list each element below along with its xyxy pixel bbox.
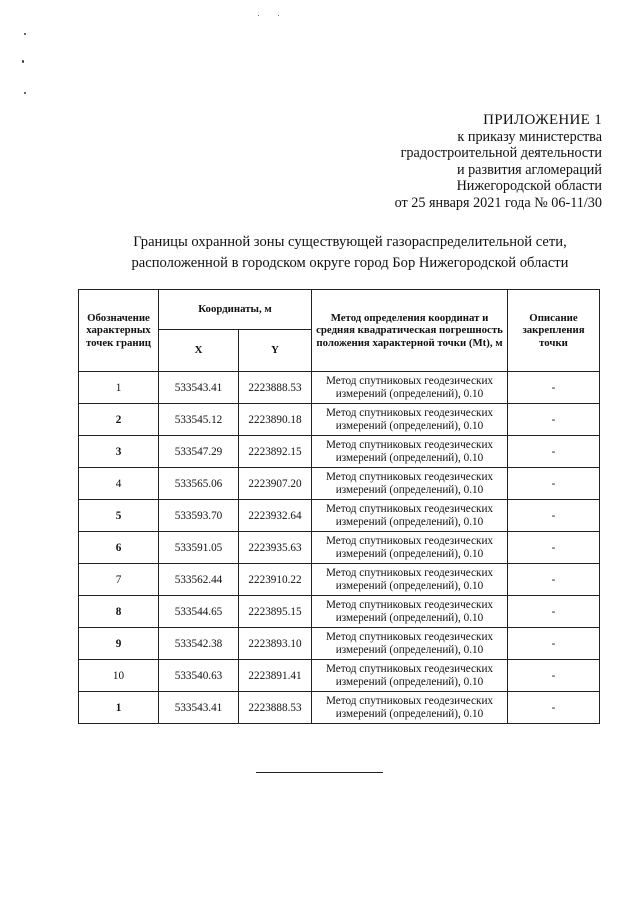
- header-x: X: [159, 330, 239, 372]
- header-coordinates: Координаты, м: [159, 290, 312, 330]
- cell-description: -: [508, 372, 600, 404]
- appendix-heading: ПРИЛОЖЕНИЕ 1: [483, 112, 602, 128]
- method-line: Метод спутниковых геодезических: [325, 630, 494, 643]
- cell-method: [312, 436, 508, 468]
- cell-y: 2223910.22: [239, 564, 312, 596]
- cell-x: 533562.44: [159, 564, 239, 596]
- cell-description: -: [508, 500, 600, 532]
- scan-speck: [22, 60, 24, 63]
- scan-speck: [24, 92, 26, 94]
- cell-x: 533565.06: [159, 468, 239, 500]
- cell-method: [312, 468, 508, 500]
- scan-speck: [278, 15, 279, 16]
- appendix-line: и развития агломераций: [456, 161, 602, 178]
- cell-y: 2223888.53: [239, 692, 312, 724]
- appendix-block: [395, 112, 602, 212]
- cell-y: 2223892.15: [239, 436, 312, 468]
- cell-point: 8: [79, 596, 159, 628]
- table-row: [79, 628, 600, 660]
- method-line: измерений (определений), 0.10: [335, 483, 484, 496]
- cell-x: 533544.65: [159, 596, 239, 628]
- table-row: [79, 596, 600, 628]
- header-description: Описание закрепления точки: [508, 290, 600, 372]
- table-row: [79, 372, 600, 404]
- cell-y: 2223893.10: [239, 628, 312, 660]
- appendix-line: Нижегородской области: [456, 178, 602, 195]
- appendix-line: градостроительной деятельности: [400, 145, 602, 162]
- cell-y: 2223932.64: [239, 500, 312, 532]
- method-line: измерений (определений), 0.10: [335, 419, 484, 432]
- cell-point: 7: [79, 564, 159, 596]
- cell-description: -: [508, 532, 600, 564]
- method-line: измерений (определений), 0.10: [335, 675, 484, 688]
- document-title-line: Границы охранной зоны существующей газораспределительной сети,: [133, 234, 567, 250]
- table-row: [79, 660, 600, 692]
- cell-method: [312, 628, 508, 660]
- cell-x: 533543.41: [159, 692, 239, 724]
- method-line: Метод спутниковых геодезических: [325, 406, 494, 419]
- method-line: измерений (определений), 0.10: [335, 451, 484, 464]
- scan-speck: [24, 33, 26, 35]
- signature-divider: [256, 772, 383, 773]
- cell-method: [312, 564, 508, 596]
- cell-point: 3: [79, 436, 159, 468]
- table-row: [79, 468, 600, 500]
- method-line: Метод спутниковых геодезических: [325, 598, 494, 611]
- method-line: измерений (определений), 0.10: [335, 579, 484, 592]
- method-line: Метод спутниковых геодезических: [325, 502, 494, 515]
- boundary-points-table: [78, 289, 600, 724]
- scan-speck: [258, 15, 259, 16]
- cell-method: [312, 372, 508, 404]
- table-row: [79, 404, 600, 436]
- cell-method: [312, 404, 508, 436]
- method-line: Метод спутниковых геодезических: [325, 662, 494, 675]
- cell-y: 2223907.20: [239, 468, 312, 500]
- cell-x: 533593.70: [159, 500, 239, 532]
- cell-method: [312, 500, 508, 532]
- cell-y: 2223890.18: [239, 404, 312, 436]
- cell-point: 9: [79, 628, 159, 660]
- cell-method: [312, 596, 508, 628]
- cell-description: -: [508, 468, 600, 500]
- cell-y: 2223895.15: [239, 596, 312, 628]
- cell-description: -: [508, 628, 600, 660]
- cell-point: 2: [79, 404, 159, 436]
- cell-method: [312, 692, 508, 724]
- appendix-line: от 25 января 2021 года № 06-11/30: [394, 194, 602, 211]
- method-line: Метод спутниковых геодезических: [325, 694, 494, 707]
- cell-y: 2223888.53: [239, 372, 312, 404]
- cell-description: -: [508, 404, 600, 436]
- cell-x: 533547.29: [159, 436, 239, 468]
- method-line: измерений (определений), 0.10: [335, 387, 484, 400]
- cell-point: 1: [79, 372, 159, 404]
- cell-method: [312, 532, 508, 564]
- method-line: Метод спутниковых геодезических: [325, 534, 494, 547]
- method-line: измерений (определений), 0.10: [335, 643, 484, 656]
- cell-point: 6: [79, 532, 159, 564]
- cell-description: -: [508, 436, 600, 468]
- cell-x: 533540.63: [159, 660, 239, 692]
- cell-description: -: [508, 596, 600, 628]
- cell-point: 4: [79, 468, 159, 500]
- header-y: Y: [239, 330, 312, 372]
- method-line: Метод спутниковых геодезических: [325, 374, 494, 387]
- cell-point: 10: [79, 660, 159, 692]
- appendix-line: к приказу министерства: [457, 128, 602, 145]
- cell-x: 533543.41: [159, 372, 239, 404]
- cell-description: -: [508, 692, 600, 724]
- cell-point: 1: [79, 692, 159, 724]
- table-row: [79, 500, 600, 532]
- cell-y: 2223891.41: [239, 660, 312, 692]
- cell-x: 533542.38: [159, 628, 239, 660]
- method-line: измерений (определений), 0.10: [335, 611, 484, 624]
- method-line: измерений (определений), 0.10: [335, 515, 484, 528]
- cell-x: 533545.12: [159, 404, 239, 436]
- cell-x: 533591.05: [159, 532, 239, 564]
- header-point: Обозначение характерных точек границ: [79, 290, 159, 372]
- cell-description: -: [508, 660, 600, 692]
- method-line: измерений (определений), 0.10: [335, 547, 484, 560]
- cell-point: 5: [79, 500, 159, 532]
- header-method: Метод определения координат и средняя квадратическая погрешность положения характерной точки (Mt), м: [312, 290, 508, 372]
- document-title-line: расположенной в городском округе город Бор Нижегородской области: [131, 255, 569, 271]
- cell-description: -: [508, 564, 600, 596]
- method-line: Метод спутниковых геодезических: [325, 438, 494, 451]
- method-line: Метод спутниковых геодезических: [325, 470, 494, 483]
- cell-y: 2223935.63: [239, 532, 312, 564]
- table-row: [79, 532, 600, 564]
- method-line: измерений (определений), 0.10: [335, 707, 484, 720]
- method-line: Метод спутниковых геодезических: [325, 566, 494, 579]
- table-row: [79, 692, 600, 724]
- table-row: [79, 564, 600, 596]
- cell-method: [312, 660, 508, 692]
- document-title: [0, 232, 640, 274]
- table-row: [79, 436, 600, 468]
